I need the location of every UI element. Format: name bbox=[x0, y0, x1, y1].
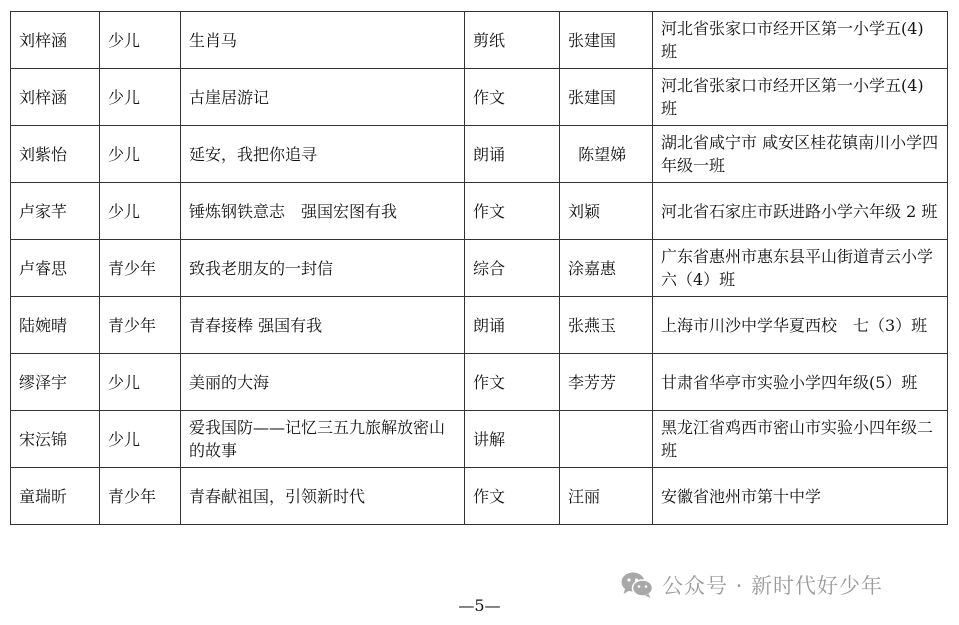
category-cell: 作文 bbox=[465, 354, 560, 411]
teacher-cell: 张建国 bbox=[560, 12, 653, 69]
student-name-cell: 陆婉晴 bbox=[11, 297, 100, 354]
age-group-cell: 少儿 bbox=[100, 354, 181, 411]
school-cell: 安徽省池州市第十中学 bbox=[653, 468, 948, 525]
student-name-cell: 童瑞昕 bbox=[11, 468, 100, 525]
teacher-cell: 刘颖 bbox=[560, 183, 653, 240]
work-title-cell: 古崖居游记 bbox=[181, 69, 465, 126]
work-title-cell: 青春献祖国，引领新时代 bbox=[181, 468, 465, 525]
school-cell: 甘肃省华亭市实验小学四年级(5）班 bbox=[653, 354, 948, 411]
work-title-cell: 致我老朋友的一封信 bbox=[181, 240, 465, 297]
student-name-cell: 刘紫怡 bbox=[11, 126, 100, 183]
category-cell: 作文 bbox=[465, 69, 560, 126]
category-cell: 朗诵 bbox=[465, 126, 560, 183]
teacher-cell: 汪丽 bbox=[560, 468, 653, 525]
table-row bbox=[11, 468, 948, 525]
watermark-text: 公众号 · 新时代好少年 bbox=[662, 574, 884, 598]
teacher-cell bbox=[560, 411, 653, 468]
work-title-cell: 延安，我把你追寻 bbox=[181, 126, 465, 183]
table-row bbox=[11, 240, 948, 297]
category-cell: 作文 bbox=[465, 183, 560, 240]
age-group-cell: 少儿 bbox=[100, 183, 181, 240]
category-cell: 作文 bbox=[465, 468, 560, 525]
table-row bbox=[11, 69, 948, 126]
school-cell: 河北省张家口市经开区第一小学五(4)班 bbox=[653, 69, 948, 126]
category-cell: 综合 bbox=[465, 240, 560, 297]
work-title-cell: 青春接棒 强国有我 bbox=[181, 297, 465, 354]
page-number: —5— bbox=[458, 596, 501, 615]
school-cell: 黑龙江省鸡西市密山市实验小四年级二班 bbox=[653, 411, 948, 468]
table-row bbox=[11, 12, 948, 69]
work-title-cell: 爱我国防——记忆三五九旅解放密山的故事 bbox=[181, 411, 465, 468]
teacher-cell: 陈望娣 bbox=[560, 126, 653, 183]
student-name-cell: 缪泽宇 bbox=[11, 354, 100, 411]
roster-body bbox=[11, 12, 948, 525]
work-title-cell: 美丽的大海 bbox=[181, 354, 465, 411]
table-row bbox=[11, 411, 948, 468]
age-group-cell: 青少年 bbox=[100, 468, 181, 525]
age-group-cell: 少儿 bbox=[100, 69, 181, 126]
work-title-cell: 生肖马 bbox=[181, 12, 465, 69]
teacher-cell: 张燕玉 bbox=[560, 297, 653, 354]
table-row bbox=[11, 126, 948, 183]
school-cell: 上海市川沙中学华夏西校 七（3）班 bbox=[653, 297, 948, 354]
work-title-cell: 锤炼钢铁意志 强国宏图有我 bbox=[181, 183, 465, 240]
school-cell: 广东省惠州市惠东县平山街道青云小学六（4）班 bbox=[653, 240, 948, 297]
wechat-icon bbox=[620, 571, 654, 599]
table-row bbox=[11, 183, 948, 240]
student-name-cell: 卢家芊 bbox=[11, 183, 100, 240]
student-name-cell: 刘梓涵 bbox=[11, 69, 100, 126]
category-cell: 讲解 bbox=[465, 411, 560, 468]
school-cell: 湖北省咸宁市 咸安区桂花镇南川小学四年级一班 bbox=[653, 126, 948, 183]
student-name-cell: 卢睿思 bbox=[11, 240, 100, 297]
roster-table bbox=[10, 11, 948, 525]
table-row bbox=[11, 297, 948, 354]
teacher-cell: 涂嘉惠 bbox=[560, 240, 653, 297]
age-group-cell: 少儿 bbox=[100, 12, 181, 69]
table-row bbox=[11, 354, 948, 411]
teacher-cell: 李芳芳 bbox=[560, 354, 653, 411]
category-cell: 朗诵 bbox=[465, 297, 560, 354]
student-name-cell: 宋沄锦 bbox=[11, 411, 100, 468]
age-group-cell: 青少年 bbox=[100, 240, 181, 297]
school-cell: 河北省石家庄市跃进路小学六年级 2 班 bbox=[653, 183, 948, 240]
school-cell: 河北省张家口市经开区第一小学五(4)班 bbox=[653, 12, 948, 69]
age-group-cell: 青少年 bbox=[100, 297, 181, 354]
category-cell: 剪纸 bbox=[465, 12, 560, 69]
student-name-cell: 刘梓涵 bbox=[11, 12, 100, 69]
teacher-cell: 张建国 bbox=[560, 69, 653, 126]
age-group-cell: 少儿 bbox=[100, 411, 181, 468]
age-group-cell: 少儿 bbox=[100, 126, 181, 183]
